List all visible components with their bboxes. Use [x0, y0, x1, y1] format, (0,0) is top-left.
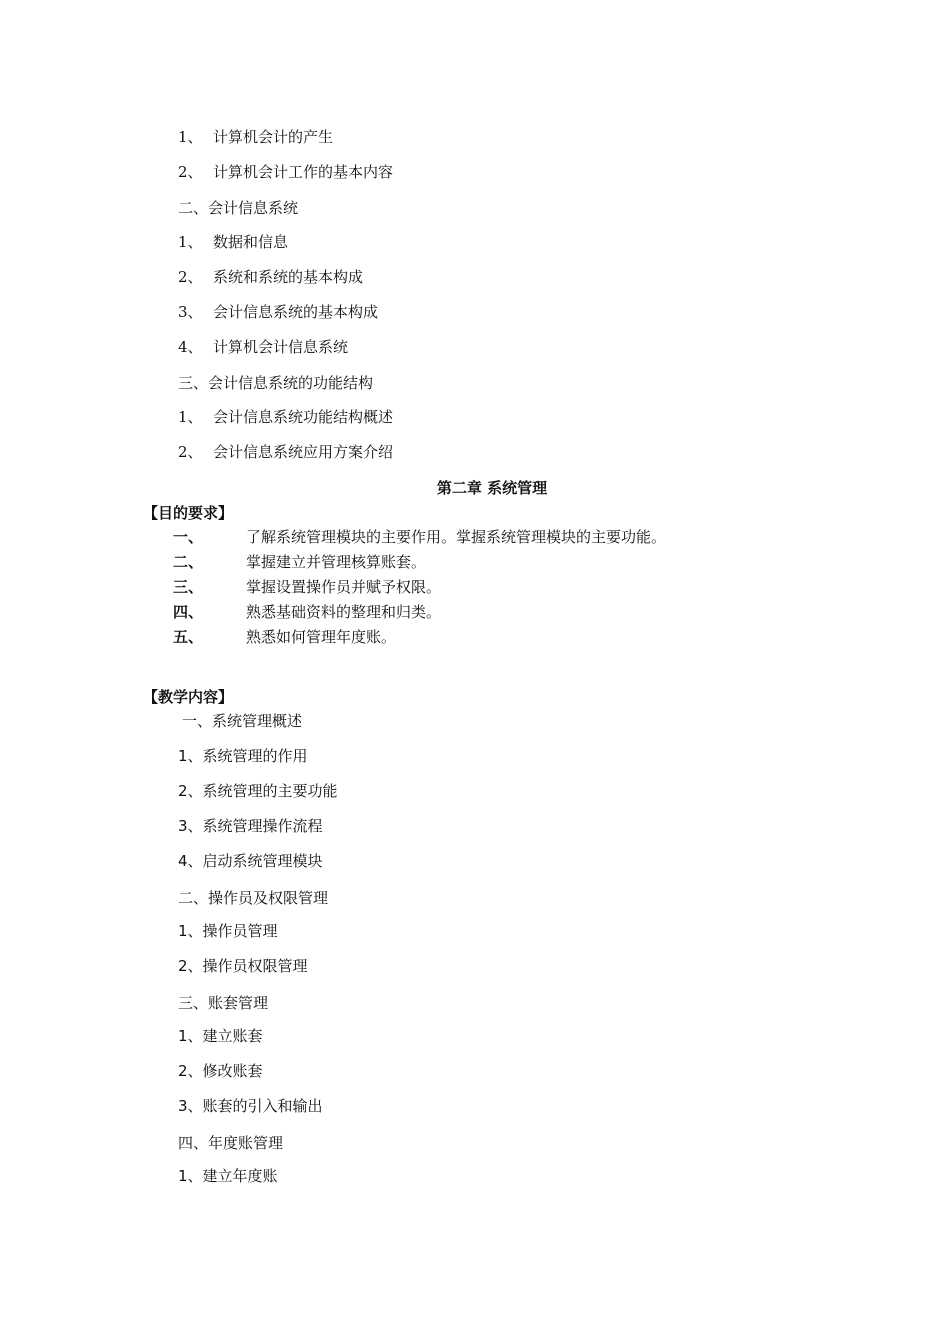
list-text: 、账套的引入和输出 — [187, 1097, 323, 1115]
objective-text: 掌握建立并管理核算账套。 — [246, 553, 427, 571]
list-number: 2 — [178, 1062, 188, 1080]
list-text: 、操作员权限管理 — [187, 957, 308, 975]
list-number: 1 — [178, 747, 188, 765]
list-text: 、修改账套 — [187, 1062, 263, 1080]
list-item — [178, 407, 393, 427]
chapter-title: 第二章 系统管理 — [436, 479, 548, 497]
list-text: 会计信息系统的基本构成 — [213, 303, 379, 321]
list-item — [178, 921, 278, 941]
list-number: 2、 — [178, 443, 203, 461]
section-heading: 二、操作员及权限管理 — [178, 889, 329, 907]
objective-number: 二、 — [173, 553, 204, 571]
list-number: 1 — [178, 1027, 188, 1045]
list-item — [178, 442, 393, 462]
list-number: 4、 — [178, 338, 203, 356]
list-item — [178, 1026, 263, 1046]
list-item — [178, 1096, 323, 1116]
list-number: 1 — [178, 922, 188, 940]
list-item — [178, 267, 363, 287]
objective-number: 五、 — [173, 628, 204, 646]
list-text: 计算机会计的产生 — [213, 128, 334, 146]
list-item — [178, 162, 393, 182]
list-number: 4 — [178, 852, 188, 870]
objective-item — [173, 527, 666, 547]
list-number: 2、 — [178, 268, 203, 286]
section-heading: 一、系统管理概述 — [182, 712, 303, 730]
section-heading: 二、会计信息系统 — [178, 199, 299, 217]
list-text: 、系统管理的作用 — [187, 747, 308, 765]
list-text: 会计信息系统应用方案介绍 — [213, 443, 394, 461]
list-item — [178, 232, 288, 252]
objective-item — [173, 627, 396, 647]
list-number: 2 — [178, 957, 188, 975]
section-heading: 三、账套管理 — [178, 994, 269, 1012]
objective-item — [173, 577, 441, 597]
list-number: 3、 — [178, 303, 203, 321]
objective-item — [173, 602, 441, 622]
list-number: 1、 — [178, 233, 203, 251]
list-number: 1、 — [178, 408, 203, 426]
list-number: 2 — [178, 782, 188, 800]
list-number: 3 — [178, 1097, 188, 1115]
list-text: 数据和信息 — [213, 233, 289, 251]
section-heading: 四、年度账管理 — [178, 1134, 284, 1152]
list-item — [178, 1061, 263, 1081]
list-text: 、建立年度账 — [187, 1167, 278, 1185]
list-text: 计算机会计工作的基本内容 — [213, 163, 394, 181]
objective-number: 四、 — [173, 603, 204, 621]
list-item — [178, 781, 338, 801]
list-item — [178, 1166, 278, 1186]
list-text: 计算机会计信息系统 — [213, 338, 349, 356]
objective-number: 三、 — [173, 578, 204, 596]
objective-text: 熟悉如何管理年度账。 — [246, 628, 397, 646]
list-item — [178, 337, 348, 357]
section-heading: 三、会计信息系统的功能结构 — [178, 374, 374, 392]
list-item — [178, 816, 323, 836]
list-number: 2、 — [178, 163, 203, 181]
objective-text: 熟悉基础资料的整理和归类。 — [246, 603, 442, 621]
list-text: 、操作员管理 — [187, 922, 278, 940]
list-number: 3 — [178, 817, 188, 835]
list-item — [178, 302, 378, 322]
list-text: 会计信息系统功能结构概述 — [213, 408, 394, 426]
list-number: 1、 — [178, 128, 203, 146]
objective-item — [173, 552, 426, 572]
list-text: 、系统管理的主要功能 — [187, 782, 338, 800]
objective-text: 掌握设置操作员并赋予权限。 — [246, 578, 442, 596]
list-item — [178, 127, 333, 147]
objective-text: 了解系统管理模块的主要作用。掌握系统管理模块的主要功能。 — [246, 528, 667, 546]
list-text: 、系统管理操作流程 — [187, 817, 323, 835]
list-number: 1 — [178, 1167, 188, 1185]
objective-number: 一、 — [173, 528, 204, 546]
list-item — [178, 746, 308, 766]
list-text: 、启动系统管理模块 — [187, 852, 323, 870]
list-item — [178, 956, 308, 976]
content-label: 【教学内容】 — [143, 688, 234, 706]
objectives-label: 【目的要求】 — [143, 504, 234, 522]
list-item — [178, 851, 323, 871]
list-text: 、建立账套 — [187, 1027, 263, 1045]
list-text: 系统和系统的基本构成 — [213, 268, 364, 286]
